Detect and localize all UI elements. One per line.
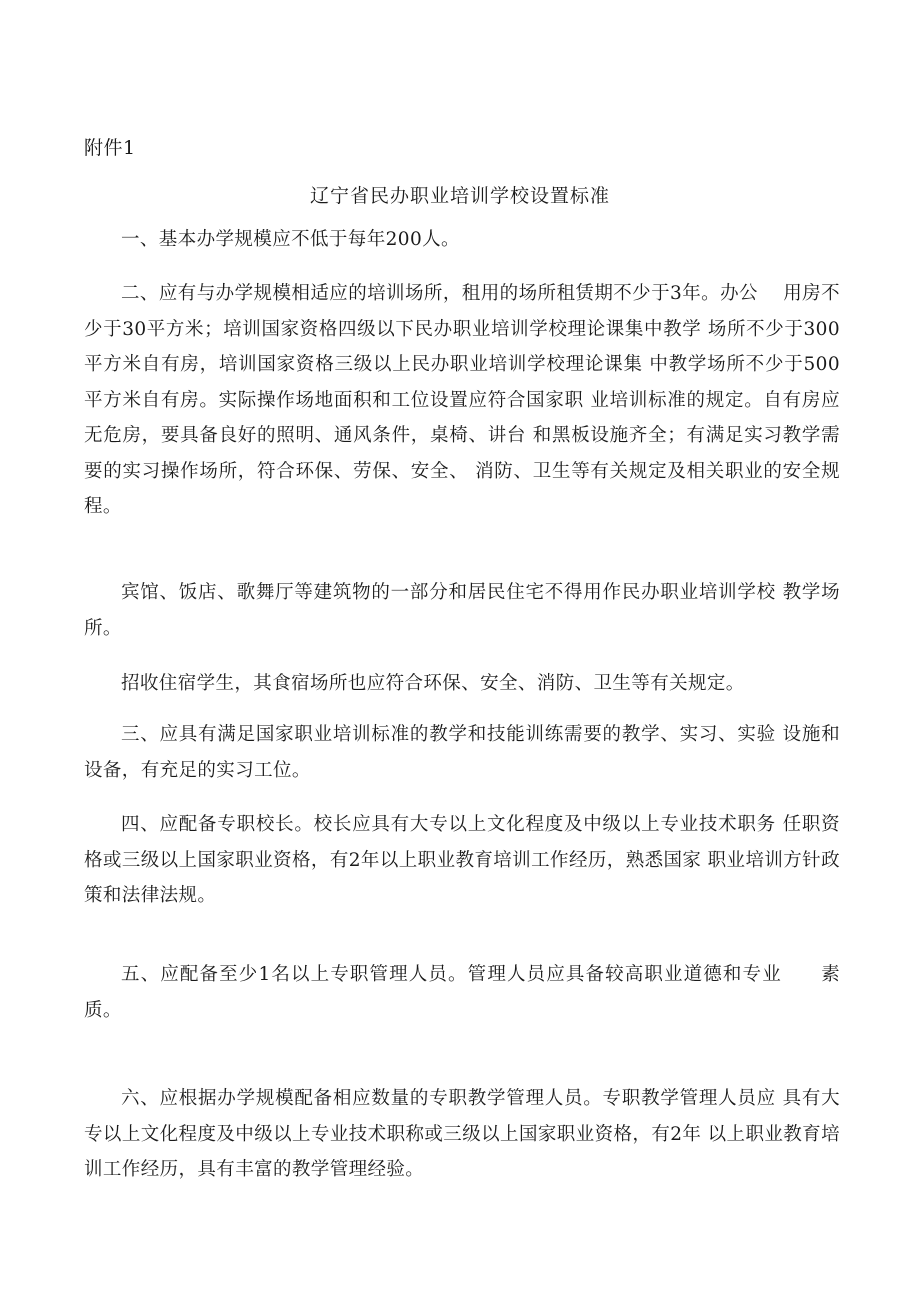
paragraph-management-staff: 五、应配备至少1名以上专职管理人员。管理人员应具备较高职业道德和专业 素质。	[84, 964, 840, 1021]
paragraph-facilities: 三、应具有满足国家职业培训标准的教学和技能训练需要的教学、实习、实验 设施和设备，有充足的实习工位。	[84, 724, 840, 781]
paragraph-boarding: 招收住宿学生，其食宿场所也应符合环保、安全、消防、卫生等有关规定。	[121, 673, 745, 694]
paragraph-premises: 二、应有与办学规模相适应的培训场所，租用的场所租赁期不少于3年。办公 用房不少于30平方米；培训国家资格四级以下民办职业培训学校理论课集中教学 场所不少于300平方米自有房，培训国家资格三级以上民办职业培训学校理论课集 中教学场所不少于500平方米自有房。实际操作场地面积和工位设置应符合国家职 业培训标准的规定。自有房应无危房，要具备良好的照明、通风条件，桌椅、讲台 和黑板设施齐全；有满足实习教学需要的实习操作场所，符合环保、劳保、安全、 消防、卫生等有关规定及相关职业的安全规程。	[84, 283, 840, 517]
attachment-label: 附件1	[84, 137, 136, 159]
document-title: 辽宁省民办职业培训学校设置标准	[309, 185, 610, 207]
paragraph-principal: 四、应配备专职校长。校长应具有大专以上文化程度及中级以上专业技术职务 任职资格或三级以上国家职业资格，有2年以上职业教育培训工作经历，熟悉国家 职业培训方针政策和法律法规。	[84, 814, 840, 906]
paragraph-teaching-staff: 六、应根据办学规模配备相应数量的专职教学管理人员。专职教学管理人员应 具有大专以上文化程度及中级以上专业技术职称或三级以上国家职业资格，有2年 以上职业教育培训工作经历，具有丰富的教学管理经验。	[84, 1088, 840, 1180]
paragraph-scale: 一、基本办学规模应不低于每年200人。	[121, 229, 460, 250]
paragraph-prohibited-buildings: 宾馆、饭店、歌舞厅等建筑物的一部分和居民住宅不得用作民办职业培训学校 教学场所。	[84, 582, 840, 639]
